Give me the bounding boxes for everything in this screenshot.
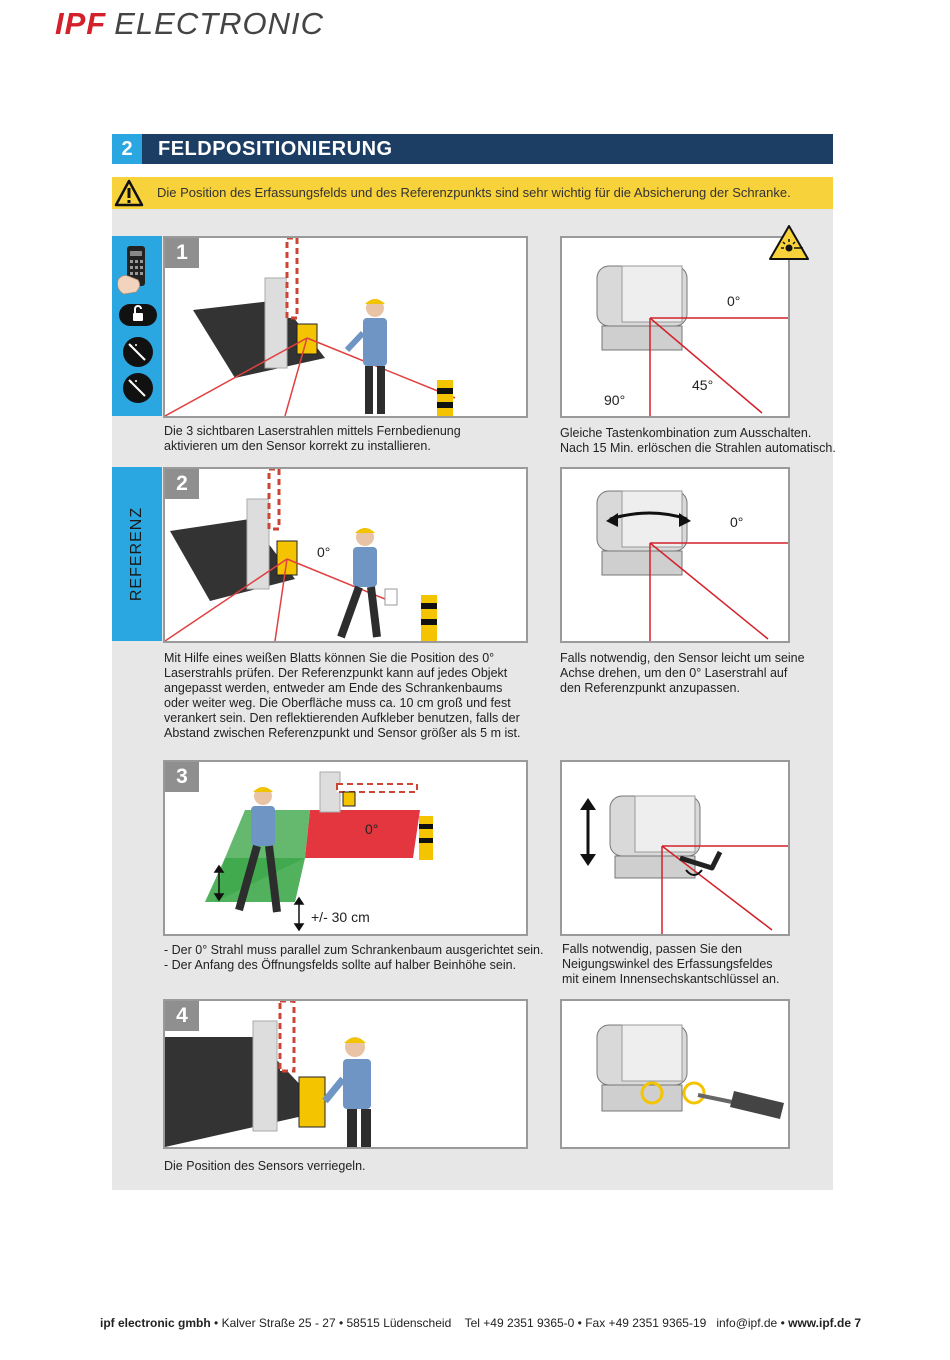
company-logo xyxy=(55,6,324,42)
sensor-housing xyxy=(277,541,297,575)
step1-sensor-illustration xyxy=(560,236,790,418)
referenz-tab-label: REFERENZ xyxy=(128,506,145,602)
step4-number: 4 xyxy=(165,1001,199,1031)
white-sheet xyxy=(385,589,397,605)
angle-90-label: 90° xyxy=(604,392,626,408)
step3-illustration xyxy=(163,760,528,936)
screwdriver-icon xyxy=(698,1091,784,1119)
step3-caption-right: Falls notwendig, passen Sie den Neigungswinkel des Erfassungsfeldes mit einem Innensechskantschlüssel an. xyxy=(562,942,780,986)
height-tolerance-label: +/- 30 cm xyxy=(311,909,370,925)
logo-brand: IPF xyxy=(55,6,107,41)
step4-caption-left: Die Position des Sensors verriegeln. xyxy=(164,1159,366,1173)
step4-sensor-illustration xyxy=(560,999,790,1149)
reference-zone xyxy=(305,810,420,858)
section-title: FELDPOSITIONIERUNG xyxy=(158,138,393,160)
footer-address: • Kalver Straße 25 - 27 • 58515 Lüdenscheid xyxy=(214,1316,452,1330)
step3-sensor-illustration xyxy=(560,760,790,936)
step3-caption-left: - Der 0° Strahl muss parallel zum Schrankenbaum ausgerichtet sein. - Der Anfang des Öffnungsfelds sollte auf halber Beinhöhe sein. xyxy=(164,943,544,972)
footer-email: info@ipf.de • xyxy=(716,1316,785,1330)
footer-web: www.ipf.de 7 xyxy=(788,1316,862,1330)
page-footer xyxy=(100,1316,861,1330)
angle-0-label: 0° xyxy=(317,544,331,560)
worker-figure xyxy=(325,1037,371,1147)
angle-0-label: 0° xyxy=(727,293,741,309)
step1-caption-left: Die 3 sichtbaren Laserstrahlen mittels Fernbedienung aktivieren um den Sensor korrekt zu installieren. xyxy=(164,424,461,453)
sensor-housing xyxy=(343,792,355,806)
step2-caption-left: Mit Hilfe eines weißen Blatts können Sie die Position des 0° Laserstrahls prüfen. Der Referenzpunkt kann auf jedes Objekt angepasst werden, entweder am Ende des Schrankenbaums oder weiter weg. Die Oberfläche muss ca. 10 cm groß und fest verankert sein. Den reflektierenden Aufkleber benutzen, falls der Abstand zwischen Referenzpunkt und Sensor größer als 5 m ist. xyxy=(164,651,521,740)
remote-control-tab xyxy=(112,236,162,416)
sensor-housing xyxy=(299,1077,325,1127)
remote-control-icon xyxy=(118,246,145,294)
step1-caption-right: Gleiche Tastenkombination zum Ausschalten. Nach 15 Min. erlöschen die Strahlen automatisch. xyxy=(560,426,836,455)
angle-0-label: 0° xyxy=(730,514,744,530)
footer-company: ipf electronic gmbh xyxy=(100,1316,211,1330)
footer-contact: Tel +49 2351 9365-0 • Fax +49 2351 9365-19 xyxy=(464,1316,707,1330)
barrier-arm xyxy=(287,238,297,318)
angle-45-label: 45° xyxy=(692,377,714,393)
warning-text: Die Position des Erfassungsfelds und des Referenzpunkts sind sehr wichtig für die Absicherung der Schranke. xyxy=(157,185,791,200)
step1-number: 1 xyxy=(165,238,199,268)
step2-illustration xyxy=(163,467,528,643)
step1-illustration xyxy=(163,236,528,418)
section-number: 2 xyxy=(112,134,142,164)
warning-icon xyxy=(114,179,144,207)
tilt-arrow-icon xyxy=(580,798,596,866)
laser-button-icon xyxy=(123,373,153,403)
bollard xyxy=(437,380,453,416)
step2-sensor-illustration xyxy=(560,467,790,643)
laser-warning-icon xyxy=(768,224,810,262)
angle-0-label: 0° xyxy=(365,821,379,837)
unlock-icon xyxy=(119,304,157,326)
step2-caption-right: Falls notwendig, den Sensor leicht um seine Achse drehen, um den 0° Laserstrahl auf den Referenzpunkt anzupassen. xyxy=(560,651,805,695)
step4-illustration xyxy=(163,999,528,1149)
step3-number: 3 xyxy=(165,762,199,792)
logo-name: ELECTRONIC xyxy=(114,6,325,41)
screw-marker xyxy=(684,1083,704,1103)
laser-button-icon xyxy=(123,337,153,367)
step2-number: 2 xyxy=(165,469,199,499)
